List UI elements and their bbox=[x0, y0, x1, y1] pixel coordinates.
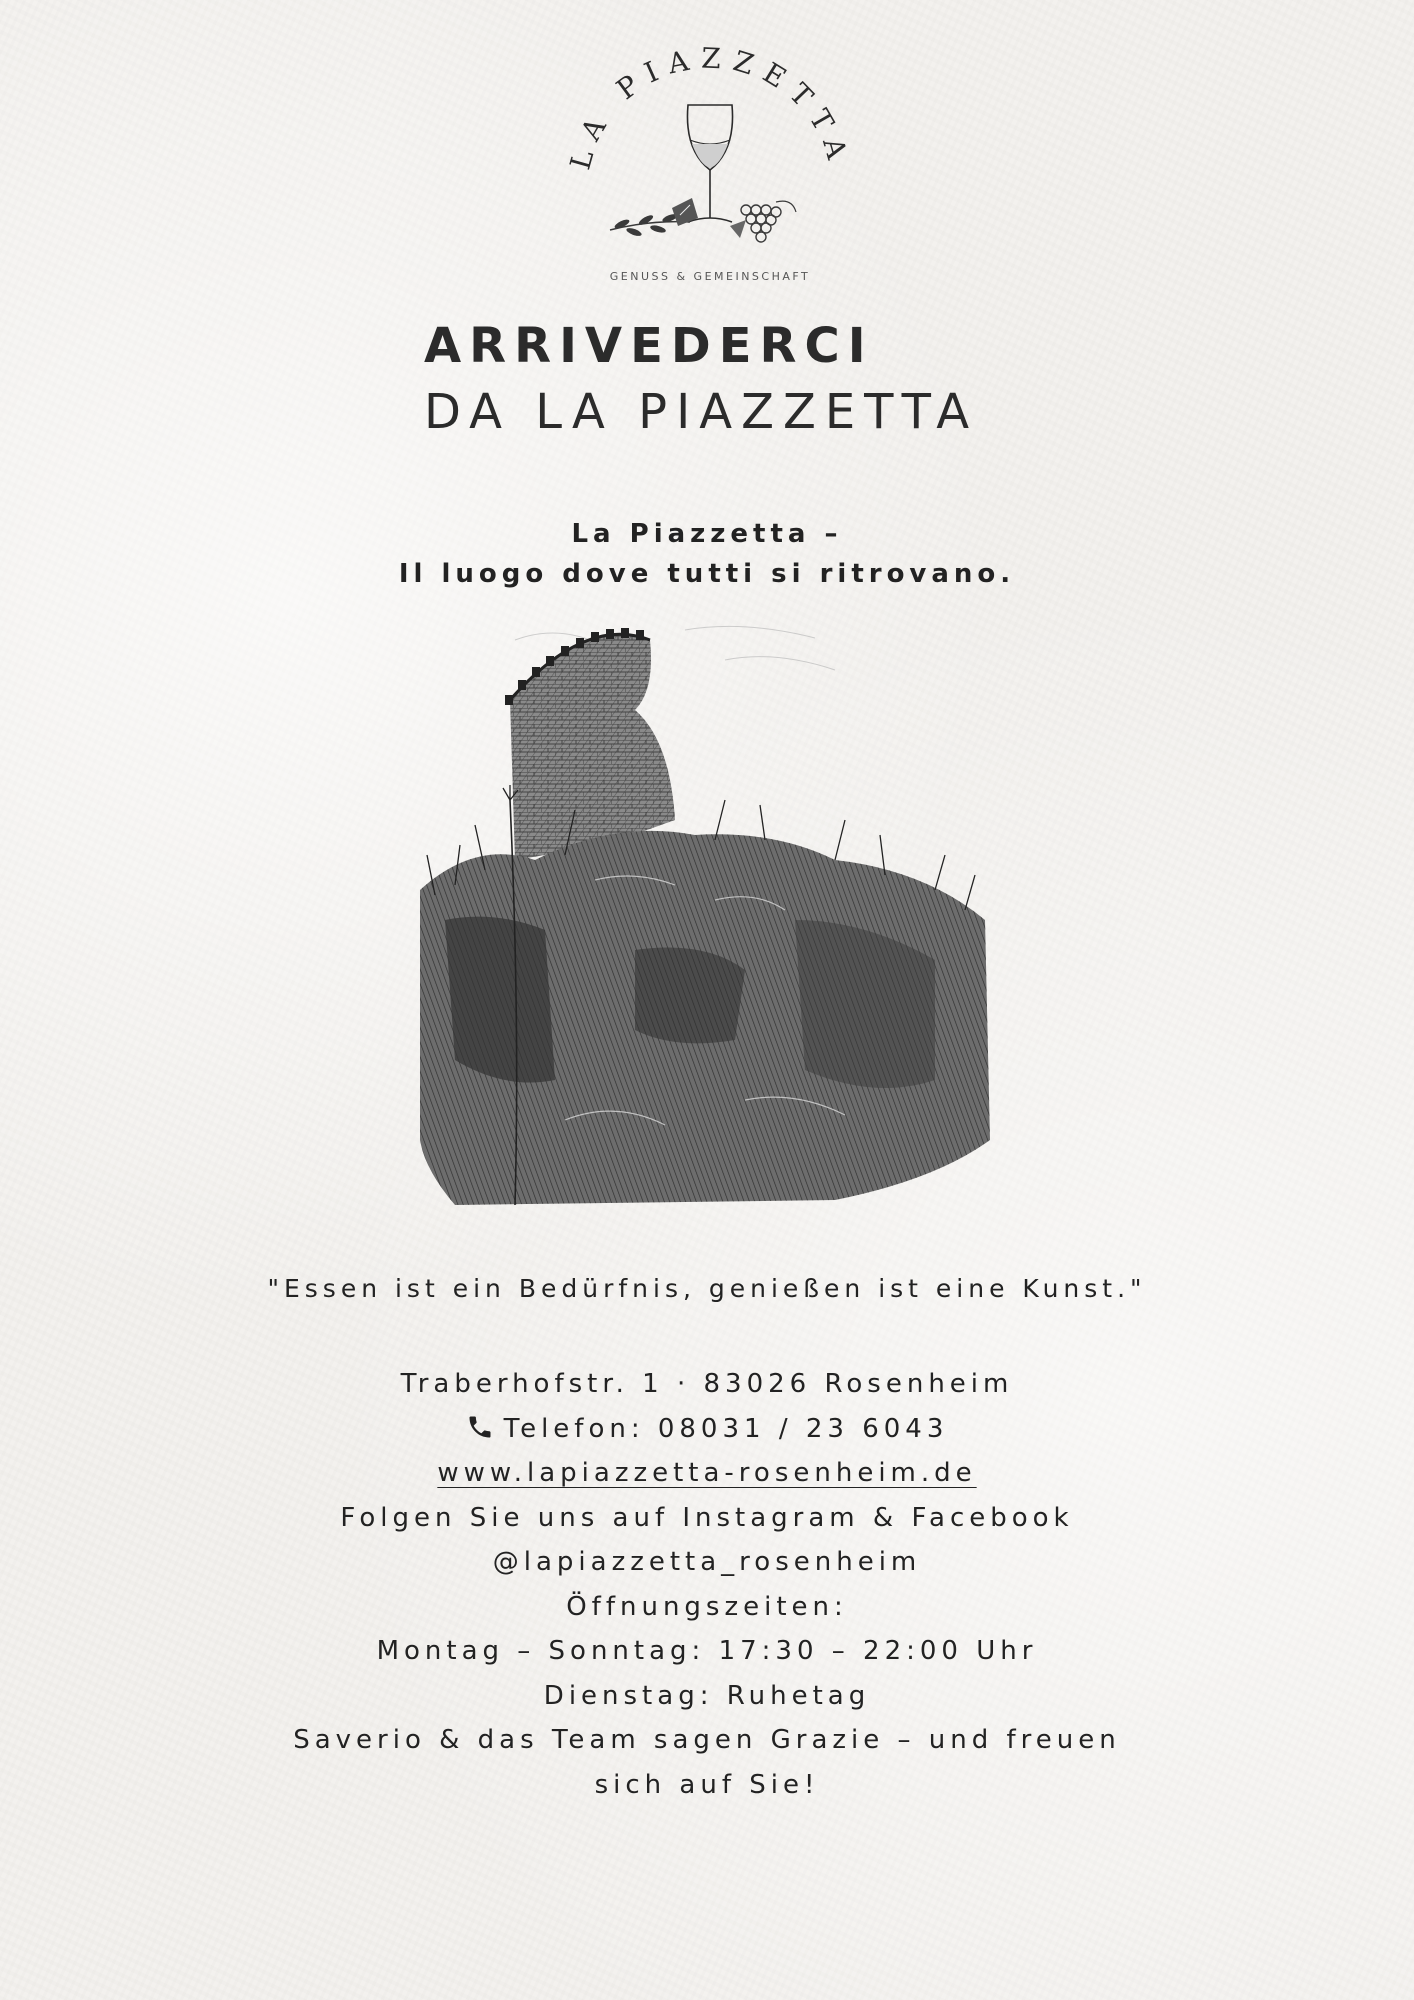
hours-closed: Dienstag: Ruhetag bbox=[543, 1680, 871, 1711]
headline-da-la-piazzetta: DA LA PIAZZETTA bbox=[424, 384, 979, 440]
social-intro: Folgen Sie uns auf Instagram & Facebook bbox=[340, 1502, 1074, 1533]
logo-graphic bbox=[560, 40, 860, 290]
closing-line-1: Saverio & das Team sagen Grazie – und freuen bbox=[293, 1725, 1121, 1755]
closing-line-2: sich auf Sie! bbox=[594, 1769, 820, 1800]
logo bbox=[560, 40, 860, 290]
ruined-tower-illustration bbox=[415, 620, 995, 1210]
website-row bbox=[0, 1451, 1414, 1496]
phone-row bbox=[0, 1407, 1414, 1452]
grapes-icon bbox=[730, 201, 796, 242]
phone-number: Telefon: 08031 / 23 6043 bbox=[503, 1413, 949, 1444]
phone-icon bbox=[466, 1413, 494, 1441]
headline-arrivederci: ARRIVEDERCI bbox=[424, 318, 874, 374]
quote: "Essen ist ein Bedürfnis, genießen ist eine Kunst." bbox=[267, 1274, 1147, 1303]
website-link[interactable]: www.lapiazzetta-rosenheim.de bbox=[437, 1458, 977, 1488]
hours-heading: Öffnungszeiten: bbox=[566, 1591, 848, 1622]
social-handle: @lapiazzetta_rosenheim bbox=[492, 1547, 922, 1577]
address: Traberhofstr. 1 · 83026 Rosenheim bbox=[400, 1369, 1014, 1399]
contact-info bbox=[0, 1362, 1414, 1807]
logo-tagline: GENUSS & GEMEINSCHAFT bbox=[609, 270, 811, 283]
subtitle-line-2: Il luogo dove tutti si ritrovano. bbox=[398, 559, 1016, 589]
subtitle-line-1: La Piazzetta – bbox=[571, 519, 843, 549]
wine-glass-icon bbox=[687, 105, 732, 222]
subtitle bbox=[0, 514, 1414, 594]
hours-weekdays: Montag – Sonntag: 17:30 – 22:00 Uhr bbox=[376, 1636, 1038, 1666]
olive-branch-icon bbox=[610, 198, 698, 238]
logo-brand-name: LA PIAZZETTA bbox=[563, 41, 857, 174]
